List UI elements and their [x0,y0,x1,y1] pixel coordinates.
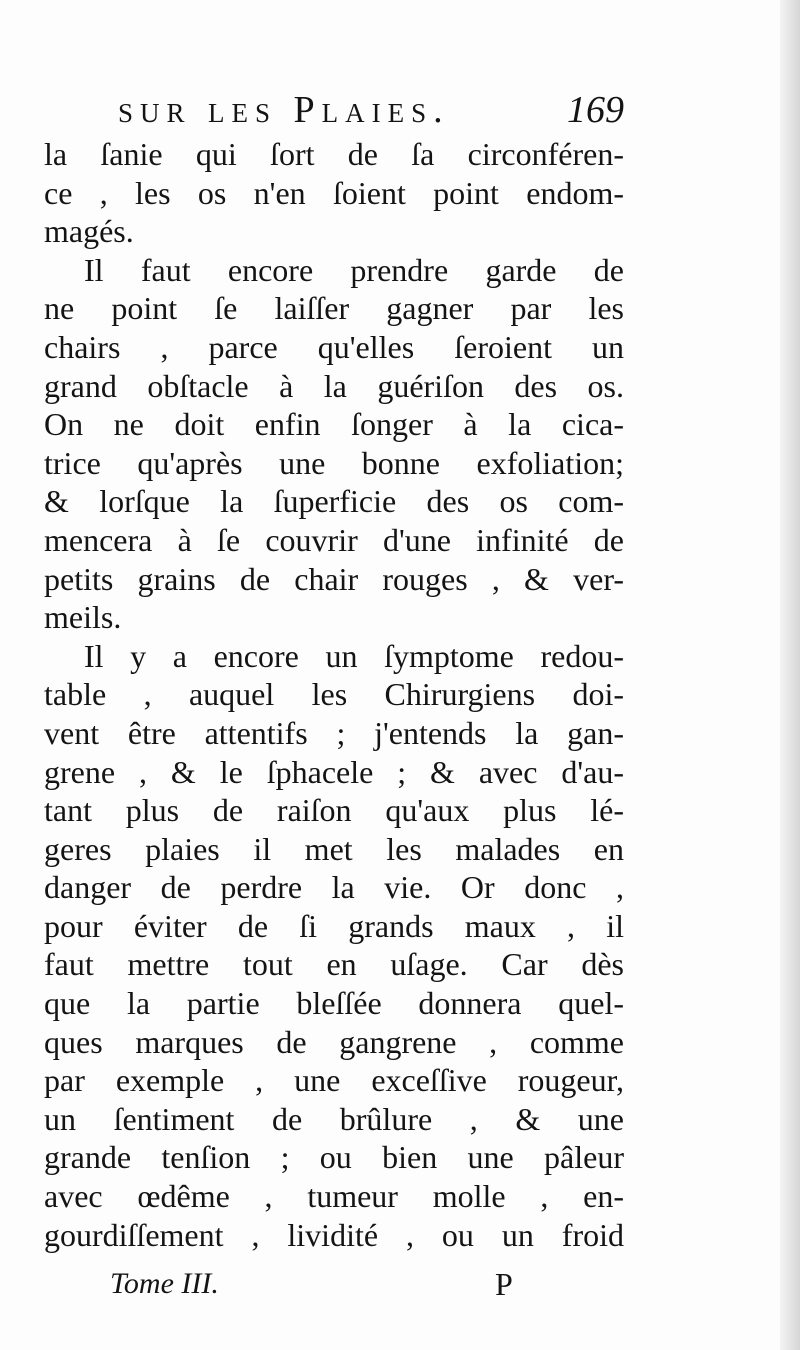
text-line: On ne doit enfin ſonger à la cica- [44,406,624,443]
text-line: grand obſtacle à la guériſon des os. [44,367,624,404]
page-edge-shadow [780,0,800,1350]
text-line: par exemple , une exceſſive rougeur, [44,1062,624,1099]
text-line: danger de perdre la vie. Or donc , [44,869,624,906]
text-line: que la partie bleſſée donnera quel- [44,985,624,1022]
text-line: & lorſque la ſuperficie des os com- [44,483,624,520]
text-line: meils. [44,599,122,636]
text-line: Il faut encore prendre garde de [84,251,624,288]
text-line: faut mettre tout en uſage. Car dès [44,946,624,983]
text-line: gourdiſſement , lividité , ou un froid [44,1216,624,1253]
text-line: geres plaies il met les malades en [44,830,624,867]
page-footer [110,1262,530,1306]
text-line: vent être attentifs ; j'entends la gan- [44,714,624,751]
text-line: ne point ſe laiſſer gagner par les [44,290,624,327]
text-line: grande tenſion ; ou bien une pâleur [44,1139,624,1176]
page-number: 169 [567,89,624,131]
signature-mark: P [495,1266,513,1302]
text-line: table , auquel les Chirurgiens doi- [44,676,624,713]
volume-label: Tome III. [110,1267,219,1300]
text-line: un ſentiment de brûlure , & une [44,1100,624,1137]
text-line: trice qu'après une bonne exfoliation; [44,444,624,481]
text-line: ce , les os n'en ſoient point endom- [44,174,624,211]
body-text [44,135,624,1254]
text-line: la ſanie qui ſort de ſa circonféren- [44,136,624,172]
text-line: ques marques de gangrene , comme [44,1023,624,1060]
page-header [118,88,638,132]
text-line: avec œdême , tumeur molle , en- [44,1178,624,1215]
text-line: chairs , parce qu'elles ſeroient un [44,328,624,365]
text-line: tant plus de raiſon qu'aux plus lé- [44,792,624,829]
text-line: pour éviter de ſi grands maux , il [44,907,624,944]
running-title: sur les Plaies. [118,89,450,131]
text-line: magés. [44,213,134,250]
text-line: petits grains de chair rouges , & ver- [44,560,624,597]
text-line: Il y a encore un ſymptome redou- [84,637,624,674]
text-line: mencera à ſe couvrir d'une infinité de [44,521,624,558]
text-line: grene , & le ſphacele ; & avec d'au- [44,753,624,790]
